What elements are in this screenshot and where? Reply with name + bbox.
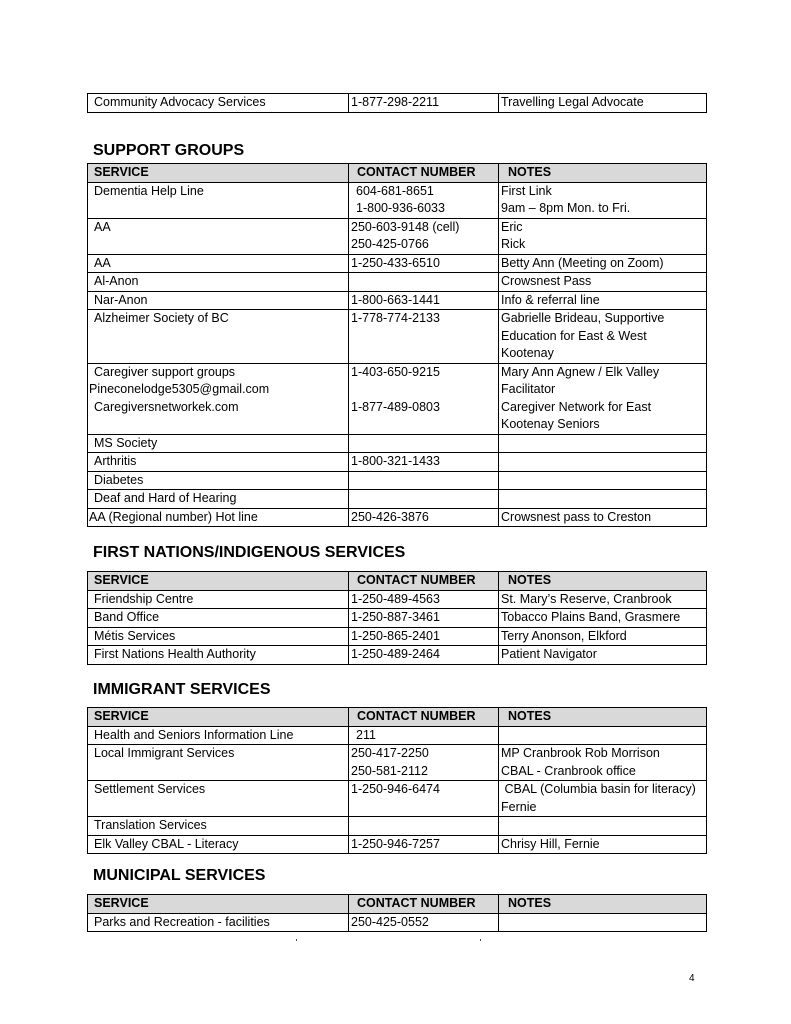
contact-number-line: [351, 381, 498, 399]
table-row: [88, 182, 707, 218]
page-number: 4: [689, 973, 695, 984]
notes-cell: Terry Anonson, Elkford: [499, 627, 707, 646]
service-cell: Translation Services: [88, 817, 349, 836]
contact-number-line: 1-250-946-6474: [351, 782, 440, 796]
notes-line: CBAL - Cranbrook office: [501, 763, 636, 778]
contact-number-line: 250-603-9148 (cell): [351, 219, 460, 234]
notes-line: First Link: [501, 183, 552, 198]
contact-number-cell: 250-425-0552: [349, 913, 499, 932]
service-cell: [88, 182, 349, 218]
section-title-immigrant: IMMIGRANT SERVICES: [93, 681, 271, 698]
header-service: SERVICE: [88, 708, 349, 727]
notes-line: Fernie: [501, 799, 537, 814]
notes-line: Education for East & West: [501, 328, 647, 343]
notes-cell: [499, 490, 707, 509]
contact-number-cell: [349, 817, 499, 836]
header-notes: NOTES: [499, 895, 707, 914]
notes-cell: Patient Navigator: [499, 646, 707, 665]
contact-number-cell: 1-250-865-2401: [349, 627, 499, 646]
table-row: [88, 627, 707, 646]
notes-cell: [499, 745, 707, 781]
contact-number-cell: [349, 781, 499, 817]
notes-cell: Crowsnest Pass: [499, 273, 707, 292]
table-header-row: [88, 895, 707, 914]
municipal-services-table: [87, 894, 707, 932]
table-row: [88, 490, 707, 509]
contact-number-line: 1-877-489-0803: [351, 399, 440, 414]
service-cell: Health and Seniors Information Line: [88, 726, 349, 745]
contact-number-cell: [349, 434, 499, 453]
table-row: [88, 434, 707, 453]
notes-cell: St. Mary’s Reserve, Cranbrook: [499, 590, 707, 609]
contact-number-cell: [349, 363, 499, 434]
service-cell: Diabetes: [88, 471, 349, 490]
table-row: [88, 609, 707, 628]
contact-number-cell: 1-250-489-2464: [349, 646, 499, 665]
notes-line: Kootenay Seniors: [501, 417, 600, 431]
support-groups-table: [87, 163, 707, 527]
service-cell: Al-Anon: [88, 273, 349, 292]
notes-cell: Betty Ann (Meeting on Zoom): [499, 254, 707, 273]
service-cell: [88, 218, 349, 254]
table-row: [88, 273, 707, 292]
table-header-row: [88, 572, 707, 591]
notes-line: Gabrielle Brideau, Supportive: [501, 311, 665, 325]
service-cell: [88, 310, 349, 364]
table-row: [88, 646, 707, 665]
table-row: [88, 835, 707, 854]
contact-number-cell: [349, 745, 499, 781]
table-row: [88, 913, 707, 932]
notes-cell: Info & referral line: [499, 291, 707, 310]
table-row: [88, 363, 707, 434]
contact-number-line: 1-403-650-9215: [351, 364, 440, 379]
notes-cell: [499, 726, 707, 745]
contact-number-cell: [349, 310, 499, 364]
notes-cell: [499, 363, 707, 434]
contact-number-line: 250-417-2250: [351, 746, 429, 760]
notes-line: Eric: [501, 219, 523, 234]
scan-mark: [296, 939, 297, 941]
notes-cell: [499, 781, 707, 817]
table-row: [88, 508, 707, 527]
notes-line: Kootenay: [501, 346, 554, 360]
contact-number-cell: [349, 471, 499, 490]
table-header-row: [88, 708, 707, 727]
notes-cell: [499, 218, 707, 254]
contact-number-cell: 1-250-433-6510: [349, 254, 499, 273]
first-nations-table: [87, 571, 707, 665]
header-notes: NOTES: [499, 164, 707, 183]
table-row: [88, 471, 707, 490]
notes-line: Caregiver Network for East: [501, 399, 652, 414]
section-title-support-groups: SUPPORT GROUPS: [93, 142, 245, 159]
contact-number-cell: 1-250-489-4563: [349, 590, 499, 609]
notes-cell: [499, 182, 707, 218]
service-cell: [88, 363, 349, 434]
header-service: SERVICE: [88, 572, 349, 591]
table-row: [88, 254, 707, 273]
header-contact-number: CONTACT NUMBER: [349, 572, 499, 591]
table-row: [88, 781, 707, 817]
notes-cell: Crowsnest pass to Creston: [499, 508, 707, 527]
contact-number-cell: [349, 182, 499, 218]
service-cell: Métis Services: [88, 627, 349, 646]
notes-cell: Travelling Legal Advocate: [499, 94, 707, 113]
header-contact-number: CONTACT NUMBER: [349, 895, 499, 914]
notes-line: Facilitator: [501, 382, 556, 396]
table-row: [88, 817, 707, 836]
notes-cell: [499, 817, 707, 836]
header-service: SERVICE: [88, 895, 349, 914]
service-cell: Friendship Centre: [88, 590, 349, 609]
notes-cell: [499, 453, 707, 472]
contact-number-cell: 1-877-298-2211: [349, 94, 499, 113]
table-row: [88, 745, 707, 781]
header-contact-number: CONTACT NUMBER: [349, 708, 499, 727]
contact-number-cell: [349, 218, 499, 254]
section-title-municipal: MUNICIPAL SERVICES: [93, 867, 266, 884]
service-cell: First Nations Health Authority: [88, 646, 349, 665]
contact-number-line: 250-425-0766: [351, 237, 429, 251]
service-cell: Deaf and Hard of Hearing: [88, 490, 349, 509]
contact-number-line: 604-681-8651: [356, 183, 434, 198]
notes-cell: [499, 471, 707, 490]
notes-cell: [499, 310, 707, 364]
service-line: Local Immigrant Services: [94, 746, 235, 760]
community-advocacy-table: [87, 93, 707, 113]
immigrant-services-table: [87, 707, 707, 854]
table-row: [88, 218, 707, 254]
contact-number-cell: 1-250-946-7257: [349, 835, 499, 854]
header-service: SERVICE: [88, 164, 349, 183]
service-cell: AA: [88, 254, 349, 273]
service-cell: Nar-Anon: [88, 291, 349, 310]
service-cell: Arthritis: [88, 453, 349, 472]
scan-mark: [480, 939, 481, 941]
header-contact-number: CONTACT NUMBER: [349, 164, 499, 183]
table-row: [88, 726, 707, 745]
notes-line: 9am – 8pm Mon. to Fri.: [501, 201, 631, 215]
contact-number-cell: [349, 490, 499, 509]
service-cell: AA (Regional number) Hot line: [88, 508, 349, 527]
service-cell: Community Advocacy Services: [88, 94, 349, 113]
service-line: Settlement Services: [94, 782, 206, 796]
email-line: Pineconelodge5305@gmail.com: [89, 382, 270, 396]
table-row: [88, 310, 707, 364]
contact-number-cell: 1-800-321-1433: [349, 453, 499, 472]
service-line: Caregiver support groups: [94, 364, 236, 379]
contact-number-cell: [349, 273, 499, 292]
contact-number-cell: 250-426-3876: [349, 508, 499, 527]
service-line: Alzheimer Society of BC: [94, 311, 229, 325]
table-row: [88, 291, 707, 310]
header-notes: NOTES: [499, 572, 707, 591]
notes-line: MP Cranbrook Rob Morrison: [501, 746, 660, 760]
service-cell: [88, 745, 349, 781]
contact-number-cell: 1-250-887-3461: [349, 609, 499, 628]
service-cell: Elk Valley CBAL - Literacy: [88, 835, 349, 854]
notes-cell: [499, 434, 707, 453]
contact-number-cell: 211: [349, 726, 499, 745]
table-row: [88, 590, 707, 609]
service-cell: [88, 781, 349, 817]
notes-line: CBAL (Columbia basin for literacy): [501, 782, 696, 796]
contact-number-line: 1-778-774-2133: [351, 311, 440, 325]
contact-number-line: 1-800-936-6033: [356, 201, 445, 215]
contact-number-cell: 1-800-663-1441: [349, 291, 499, 310]
notes-line: Mary Ann Agnew / Elk Valley: [501, 364, 660, 379]
notes-line: Rick: [501, 237, 526, 251]
service-cell: MS Society: [88, 434, 349, 453]
service-cell: Band Office: [88, 609, 349, 628]
contact-number-line: 250-581-2112: [351, 763, 428, 778]
header-notes: NOTES: [499, 708, 707, 727]
service-line: Dementia Help Line: [94, 183, 204, 198]
service-cell: Parks and Recreation - facilities: [88, 913, 349, 932]
section-title-first-nations: FIRST NATIONS/INDIGENOUS SERVICES: [93, 544, 406, 561]
notes-cell: Tobacco Plains Band, Grasmere: [499, 609, 707, 628]
table-header-row: [88, 164, 707, 183]
notes-cell: Chrisy Hill, Fernie: [499, 835, 707, 854]
notes-cell: [499, 913, 707, 932]
table-row: [88, 94, 707, 113]
table-row: [88, 453, 707, 472]
website-line: Caregiversnetworkek.com: [94, 399, 239, 414]
service-line: AA: [94, 219, 111, 234]
